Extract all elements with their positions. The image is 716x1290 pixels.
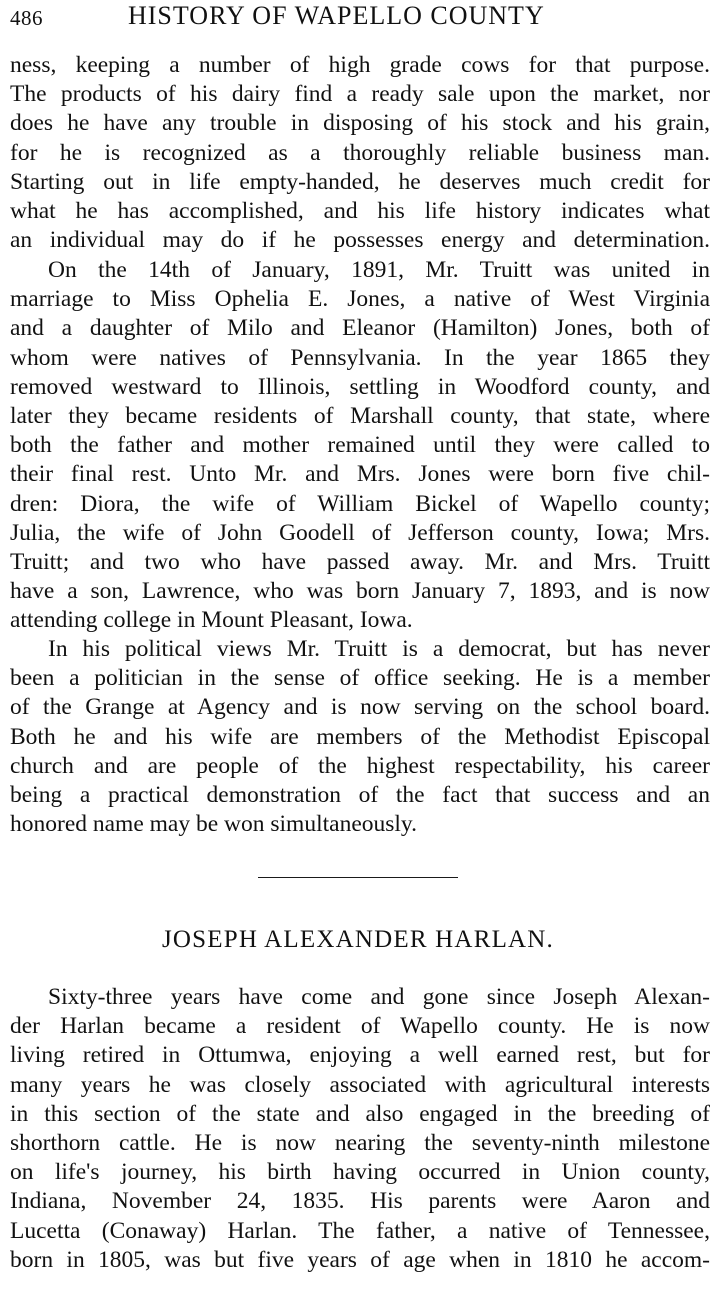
text-line: In his political views Mr. Truitt is a democrat, but has never	[48, 636, 710, 662]
paragraph-dairy-business	[10, 51, 710, 255]
text-line: of the Grange at Agency and is now serving on the school board.	[10, 694, 710, 721]
text-line: Both he and his wife are members of the Methodist Episcopal	[10, 723, 710, 750]
text-line: dren: Diora, the wife of William Bickel of Wapello county;	[10, 490, 710, 517]
section-divider	[258, 877, 458, 878]
text-line: church and are people of the highest respectability, his career	[10, 752, 710, 779]
text-line: and a daughter of Milo and Eleanor (Hamilton) Jones, both of	[10, 315, 710, 342]
text-line: Starting out in life empty-handed, he deserves much credit for	[10, 168, 710, 195]
text-line: On the 14th of January, 1891, Mr. Truitt was united in	[48, 257, 710, 283]
running-header	[8, 0, 708, 32]
text-line: born in 1805, was but five years of age when in 1810 he accom-	[10, 1246, 710, 1273]
text-line: Sixty-three years have come and gone since Joseph Alexan-	[48, 984, 710, 1010]
text-line: what he has accomplished, and his life history indicates what	[10, 197, 710, 224]
text-line: Lucetta (Conaway) Harlan. The father, a native of Tennessee,	[10, 1217, 710, 1244]
paragraph-marriage	[10, 256, 710, 635]
text-line: does he have any trouble in disposing of his stock and his grain,	[10, 110, 710, 137]
page-number: 486	[10, 6, 43, 30]
text-line: for he is recognized as a thoroughly reliable business man.	[10, 139, 710, 166]
text-line: honored name may be won simultaneously.	[10, 811, 418, 838]
text-line: The products of his dairy find a ready sale upon the market, nor	[10, 81, 710, 108]
text-line: on life's journey, his birth having occurred in Union county,	[10, 1159, 710, 1186]
paragraph-politics	[10, 635, 710, 839]
text-line: Truitt; and two who have passed away. Mr. and Mrs. Truitt	[10, 548, 710, 575]
text-line: their final rest. Unto Mr. and Mrs. Jones were born five chil-	[10, 461, 710, 488]
text-line: marriage to Miss Ophelia E. Jones, a native of West Virginia	[10, 286, 710, 313]
text-line: living retired in Ottumwa, enjoying a well earned rest, but for	[10, 1042, 710, 1069]
text-line: shorthorn cattle. He is now nearing the seventy-ninth milestone	[10, 1129, 710, 1156]
text-line: in this section of the state and also engaged in the breeding of	[10, 1100, 710, 1127]
text-line: ness, keeping a number of high grade cows for that purpose.	[10, 52, 710, 78]
text-line: removed westward to Illinois, settling in Woodford county, and	[10, 373, 710, 400]
text-line: attending college in Mount Pleasant, Iowa.	[10, 607, 413, 634]
paragraph-harlan-biography	[10, 983, 710, 1275]
text-line: many years he was closely associated with agricultural interests	[10, 1071, 710, 1098]
text-line: later they became residents of Marshall county, that state, where	[10, 402, 710, 429]
running-title: HISTORY OF WAPELLO COUNTY	[128, 1, 545, 30]
text-line: der Harlan became a resident of Wapello county. He is now	[10, 1013, 710, 1040]
text-line: being a practical demonstration of the fact that success and an	[10, 781, 710, 808]
text-line: both the father and mother remained until they were called to	[10, 432, 710, 459]
text-line: been a politician in the sense of office seeking. He is a member	[10, 665, 710, 692]
text-line: have a son, Lawrence, who was born January 7, 1893, and is now	[10, 578, 710, 605]
text-line: an individual may do if he possesses energy and determination.	[10, 227, 710, 254]
section-title: JOSEPH ALEXANDER HARLAN.	[161, 926, 554, 953]
text-line: Indiana, November 24, 1835. His parents were Aaron and	[10, 1188, 710, 1215]
text-line: Julia, the wife of John Goodell of Jefferson county, Iowa; Mrs.	[10, 519, 710, 546]
text-line: whom were natives of Pennsylvania. In the year 1865 they	[10, 344, 710, 371]
